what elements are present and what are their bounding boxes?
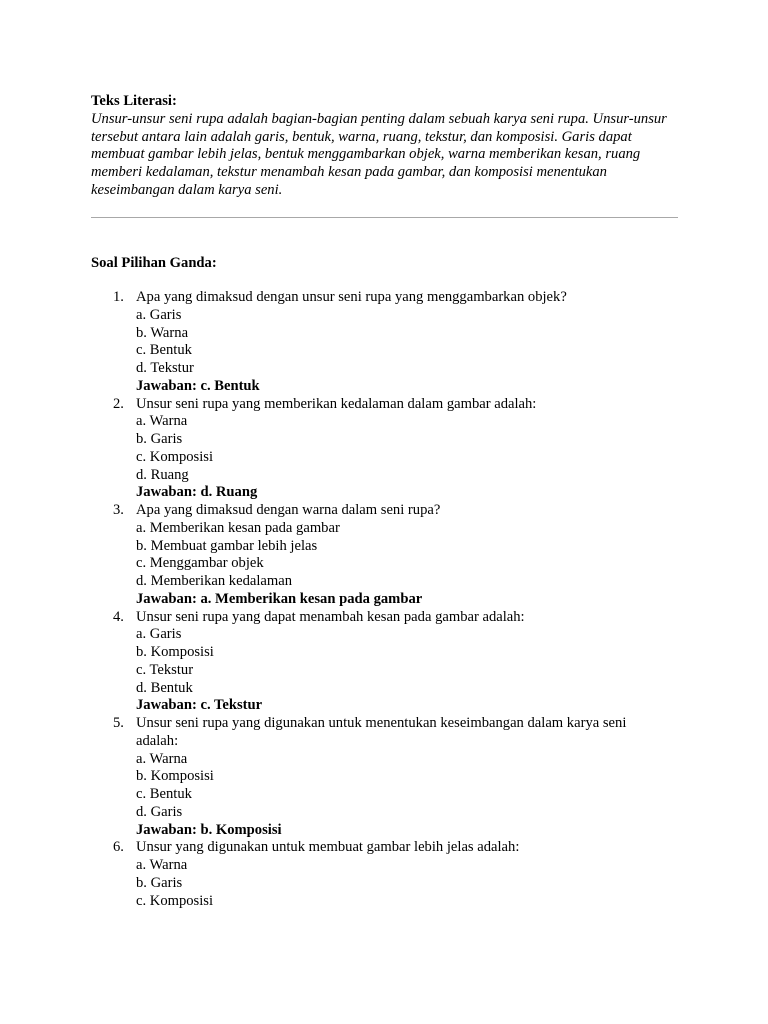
answer-option: c. Bentuk [136,786,192,802]
question-item [91,839,651,910]
answer-option: a. Warna [136,413,188,430]
answer-option: d. Memberikan kedalaman [136,573,293,589]
answer-option: a. Garis [136,306,182,323]
question-item [91,289,651,396]
literacy-body: Unsur-unsur seni rupa adalah bagian-bagian penting dalam sebuah karya seni rupa. Unsur-unsur tersebut antara lain adalah garis, bentuk, warna, ruang, tekstur, dan komposisi. Garis dapat membuat gambar lebih jelas, bentuk menggambarkan objek, warna memberikan kesan, ruang memberi kedalaman, tekstur menambah kesan pada gambar, dan komposisi menentukan keseimbangan dalam karya seni. [91,110,667,198]
answer-option: c. Komposisi [136,892,214,909]
question-item [91,609,651,716]
answer-option: b. Komposisi [136,644,214,660]
question-item [91,502,651,609]
question-number: 3. [113,502,124,518]
question-text: Apa yang dimaksud dengan unsur seni rupa yang menggambarkan objek? [136,289,567,305]
question-text: Unsur seni rupa yang digunakan untuk menentukan keseimbangan dalam karya seni adalah: [136,715,627,749]
quiz-title: Soal Pilihan Ganda: [91,255,217,271]
answer-option: a. Memberikan kesan pada gambar [136,519,340,536]
answer-option: b. Garis [136,874,183,891]
answer-key: Jawaban: a. Memberikan kesan pada gambar [136,590,423,607]
answer-key: Jawaban: b. Komposisi [136,821,282,838]
answer-key: Jawaban: c. Tekstur [136,697,263,714]
answer-option: c. Komposisi [136,448,214,465]
answer-option: b. Warna [136,324,189,341]
question-number: 5. [113,715,124,731]
question-text: Unsur yang digunakan untuk membuat gambar lebih jelas adalah: [136,839,520,856]
question-text: Unsur seni rupa yang dapat menambah kesan pada gambar adalah: [136,608,525,625]
horizontal-divider [91,217,678,218]
answer-option: b. Garis [136,431,183,447]
question-number: 2. [113,395,124,412]
answer-option: b. Membuat gambar lebih jelas [136,537,318,554]
question-item [91,715,651,839]
answer-option: a. Garis [136,626,182,643]
answer-option: d. Bentuk [136,679,193,696]
question-text: Apa yang dimaksud dengan warna dalam seni rupa? [136,502,441,518]
answer-option: c. Menggambar objek [136,555,264,572]
answer-option: b. Komposisi [136,768,214,785]
question-text: Unsur seni rupa yang memberikan kedalaman dalam gambar adalah: [136,395,537,412]
answer-option: c. Tekstur [136,661,194,678]
question-item [91,396,651,503]
answer-option: a. Warna [136,750,188,767]
question-number: 6. [113,839,124,856]
answer-option: d. Ruang [136,466,189,483]
question-number: 4. [113,608,124,625]
answer-option: d. Tekstur [136,360,194,376]
answer-option: a. Warna [136,857,188,873]
answer-key: Jawaban: d. Ruang [136,484,258,501]
question-number: 1. [113,289,124,305]
literacy-title: Teks Literasi: [91,93,177,109]
answer-option: c. Bentuk [136,342,192,359]
question-list [91,289,651,910]
answer-key: Jawaban: c. Bentuk [136,377,260,394]
answer-option: d. Garis [136,803,183,820]
literacy-text-block [91,93,681,200]
